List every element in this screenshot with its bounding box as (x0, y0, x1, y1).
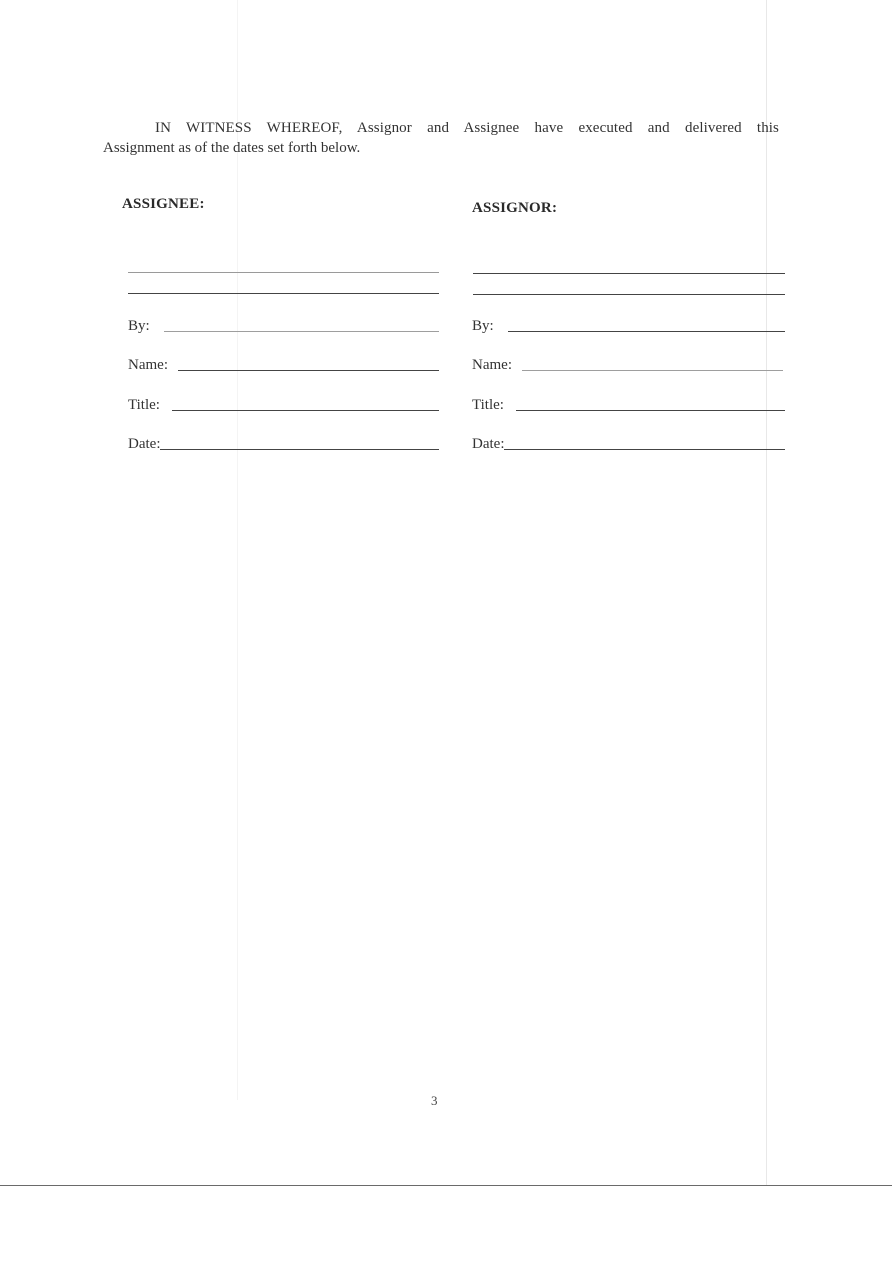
assignor-by-line[interactable] (508, 331, 785, 332)
assignee-name-line[interactable] (178, 370, 439, 371)
assignee-heading: ASSIGNEE: (122, 196, 205, 212)
assignee-signature-block (122, 196, 437, 213)
assignor-signature-block (472, 196, 787, 217)
assignee-title-label: Title: (128, 397, 160, 413)
assignor-entity-line[interactable] (473, 294, 785, 295)
assignee-name-label: Name: (128, 357, 168, 373)
assignor-date-line[interactable] (504, 449, 785, 450)
assignor-title-label: Title: (472, 397, 504, 413)
witness-line-2: Assignment as of the dates set forth below. (103, 140, 361, 156)
assignee-entity-line[interactable] (128, 293, 439, 294)
scan-artifact-line (766, 0, 767, 1185)
witness-paragraph (103, 118, 779, 158)
page-number: 3 (431, 1093, 438, 1108)
assignee-name-field[interactable] (128, 357, 439, 374)
assignor-heading: ASSIGNOR: (472, 200, 558, 216)
assignor-date-label: Date: (472, 436, 505, 452)
assignee-by-field[interactable] (128, 318, 439, 335)
assignor-date-field[interactable] (472, 436, 785, 453)
assignor-title-line[interactable] (516, 410, 785, 411)
page-edge-divider (0, 1185, 892, 1186)
assignor-by-field[interactable] (472, 318, 785, 335)
assignor-name-field[interactable] (472, 357, 783, 374)
witness-line-1: IN WITNESS WHEREOF, Assignor and Assignee have executed and delivered this (155, 120, 779, 136)
assignee-by-label: By: (128, 318, 150, 334)
assignee-by-line[interactable] (164, 331, 439, 332)
assignee-entity-line[interactable] (128, 272, 439, 273)
assignor-name-line[interactable] (522, 370, 783, 371)
assignee-date-label: Date: (128, 436, 161, 452)
assignor-name-label: Name: (472, 357, 512, 373)
assignor-entity-line[interactable] (473, 273, 785, 274)
assignee-date-line[interactable] (160, 449, 439, 450)
assignee-date-field[interactable] (128, 436, 439, 453)
assignee-title-field[interactable] (128, 397, 439, 414)
assignee-title-line[interactable] (172, 410, 439, 411)
assignor-title-field[interactable] (472, 397, 785, 414)
assignor-by-label: By: (472, 318, 494, 334)
scan-artifact-line (237, 0, 238, 1100)
